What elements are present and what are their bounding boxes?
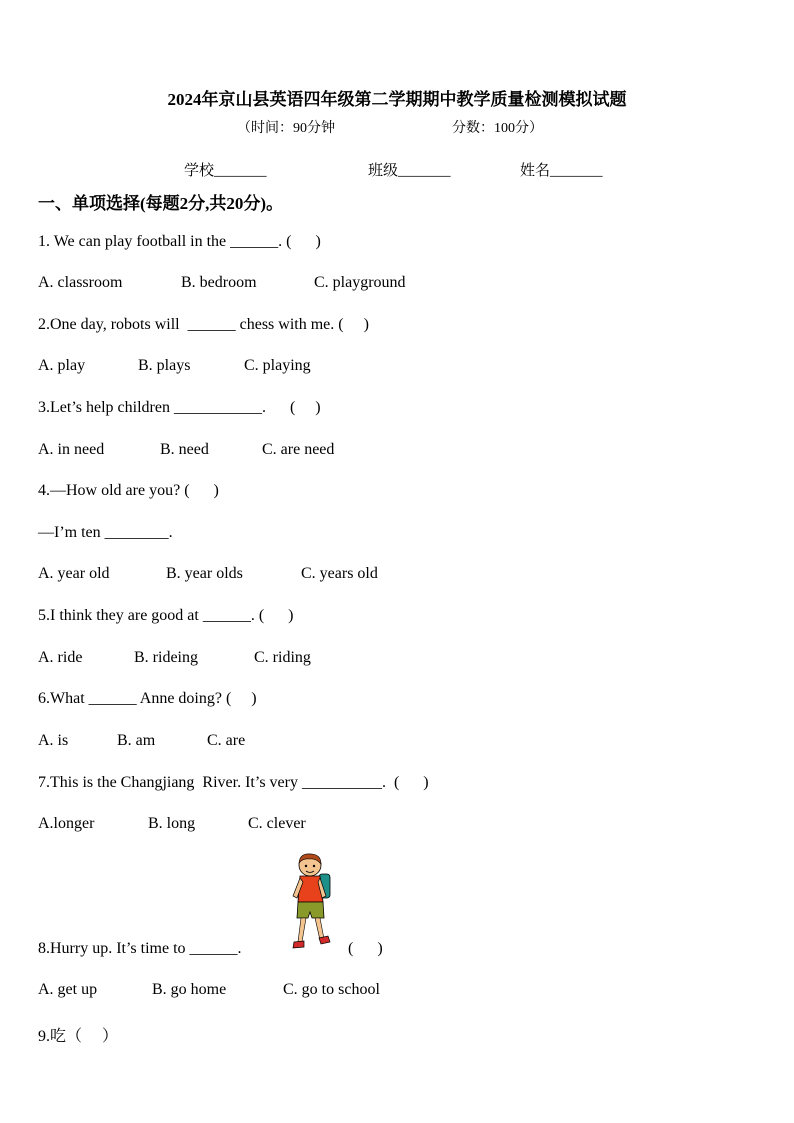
option-a: A. get up bbox=[38, 981, 98, 998]
option-c: C. playground bbox=[314, 274, 406, 291]
option-a: A. ride bbox=[38, 649, 83, 666]
option-a: A. classroom bbox=[38, 274, 123, 291]
question-stem: 5.I think they are good at ______. ( ) bbox=[38, 607, 294, 624]
option-c: C. playing bbox=[244, 357, 311, 374]
school-field: 学校_______ bbox=[184, 163, 267, 179]
boy-with-backpack-illustration bbox=[290, 852, 338, 954]
exam-time: （时间：90分钟 bbox=[237, 121, 335, 136]
exam-score: 分数：100分） bbox=[452, 121, 543, 136]
option-a: A.longer bbox=[38, 815, 95, 832]
option-b: B. go home bbox=[152, 981, 227, 998]
question-stem: 4.—How old are you? ( ) bbox=[38, 482, 219, 499]
question-stem: 7.This is the Changjiang River. It’s very __________. ( ) bbox=[38, 774, 429, 791]
question-stem: 8.Hurry up. It’s time to ______. bbox=[38, 940, 242, 957]
answer-bracket: ( ) bbox=[348, 940, 383, 957]
option-a: A. is bbox=[38, 732, 69, 749]
option-c: C. riding bbox=[254, 649, 311, 666]
question-stem: 9.吃（ ） bbox=[38, 1028, 119, 1045]
question-stem: 6.What ______ Anne doing? ( ) bbox=[38, 690, 257, 707]
option-b: B. year olds bbox=[166, 565, 243, 582]
question-stem: 1. We can play football in the ______. ( ) bbox=[38, 233, 321, 250]
option-b: B. rideing bbox=[134, 649, 198, 666]
option-b: B. long bbox=[148, 815, 196, 832]
question-stem: 3.Let’s help children ___________. ( ) bbox=[38, 399, 321, 416]
name-field: 姓名_______ bbox=[520, 163, 603, 179]
option-c: C. are need bbox=[262, 441, 335, 458]
option-a: A. year old bbox=[38, 565, 110, 582]
option-a: A. play bbox=[38, 357, 86, 374]
option-b: B. am bbox=[117, 732, 156, 749]
option-c: C. years old bbox=[301, 565, 378, 582]
option-c: C. clever bbox=[248, 815, 306, 832]
page-title: 2024年京山县英语四年级第二学期期中教学质量检测模拟试题 bbox=[167, 90, 627, 109]
section-title: 一、单项选择(每题2分,共20分)。 bbox=[38, 194, 284, 213]
class-field: 班级_______ bbox=[368, 163, 451, 179]
option-c: C. are bbox=[207, 732, 246, 749]
option-a: A. in need bbox=[38, 441, 105, 458]
question-stem: 2.One day, robots will ______ chess with me. ( ) bbox=[38, 316, 369, 333]
option-b: B. need bbox=[160, 441, 209, 458]
option-b: B. bedroom bbox=[181, 274, 257, 291]
option-c: C. go to school bbox=[283, 981, 380, 998]
option-b: B. plays bbox=[138, 357, 191, 374]
question-stem-answer: —I’m ten ________. bbox=[38, 524, 173, 541]
